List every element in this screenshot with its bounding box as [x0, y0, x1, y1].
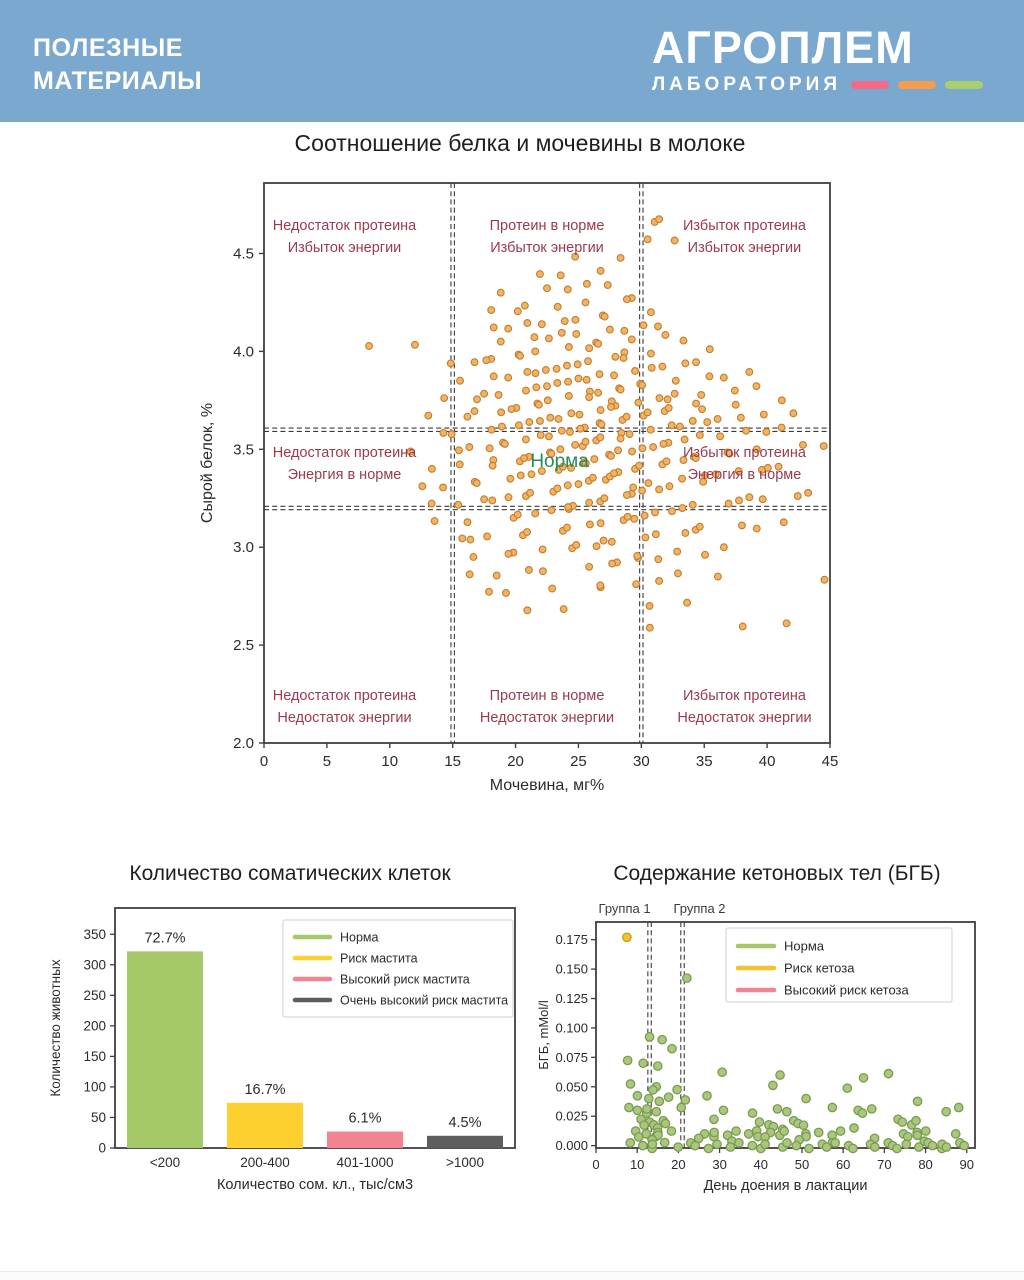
bar-percent-label: 16.7%	[244, 1081, 286, 1098]
svg-text:45: 45	[821, 753, 839, 770]
main-ylabel: Сырой белок, %	[199, 402, 216, 524]
svg-text:60: 60	[835, 1157, 851, 1172]
bars-ylabel: Количество животных	[48, 959, 63, 1097]
svg-text:Норма: Норма	[784, 938, 825, 954]
group-label: Группа 2	[673, 901, 726, 916]
svg-text:0: 0	[259, 753, 269, 770]
svg-text:Избыток энергии: Избыток энергии	[687, 239, 802, 256]
svg-text:200-400: 200-400	[240, 1155, 290, 1170]
svg-text:Недостаток протеина: Недостаток протеина	[272, 445, 417, 461]
svg-text:10: 10	[629, 1157, 645, 1172]
svg-text:100: 100	[83, 1079, 106, 1095]
tagline-line2: МАТЕРИАЛЫ	[33, 67, 203, 95]
svg-text:40: 40	[758, 753, 776, 770]
svg-text:90: 90	[959, 1157, 974, 1172]
logo-title: АГРОПЛЕМ	[651, 22, 914, 73]
svg-text:Недостаток протеина: Недостаток протеина	[272, 687, 417, 704]
svg-text:401-1000: 401-1000	[336, 1155, 394, 1170]
svg-text:80: 80	[918, 1157, 933, 1172]
svg-text:Недостаток протеина: Недостаток протеина	[272, 217, 417, 234]
svg-text:Норма: Норма	[340, 930, 379, 945]
svg-text:0: 0	[592, 1157, 600, 1172]
ketone-bodies-scatter-chart	[530, 895, 1024, 1225]
svg-text:Энергия в норме: Энергия в норме	[287, 467, 402, 483]
svg-text:20: 20	[507, 753, 524, 770]
svg-text:2.0: 2.0	[233, 735, 254, 752]
header-tagline	[33, 32, 202, 98]
svg-text:50: 50	[90, 1109, 106, 1125]
page-bottom-edge	[0, 1272, 1024, 1280]
svg-text:Избыток протеина: Избыток протеина	[683, 217, 806, 234]
svg-text:0.000: 0.000	[555, 1138, 588, 1154]
svg-text:Недостаток энергии: Недостаток энергии	[277, 709, 412, 726]
main-xlabel: Мочевина, мг%	[489, 777, 605, 794]
svg-text:Недостаток энергии: Недостаток энергии	[479, 709, 615, 726]
svg-text:Избыток энергии: Избыток энергии	[287, 239, 402, 256]
somatic-cells-bar-chart	[30, 895, 550, 1225]
svg-text:50: 50	[794, 1157, 810, 1172]
svg-text:0.100: 0.100	[555, 1020, 588, 1036]
svg-text:20: 20	[671, 1157, 686, 1172]
bar-percent-label: 6.1%	[348, 1110, 382, 1127]
svg-text:15: 15	[444, 753, 462, 770]
svg-text:0: 0	[98, 1140, 106, 1156]
svg-text:0.175: 0.175	[555, 932, 588, 948]
svg-text:35: 35	[695, 753, 713, 770]
bars-legend	[283, 920, 513, 1017]
svg-text:350: 350	[83, 926, 106, 942]
svg-text:Протеин в норме: Протеин в норме	[489, 217, 605, 234]
bars-xlabel: Количество сом. кл., тыс/см3	[216, 1177, 414, 1193]
svg-text:Энергия в норме: Энергия в норме	[687, 467, 802, 483]
svg-text:>1000: >1000	[446, 1155, 484, 1170]
svg-text:25: 25	[570, 753, 587, 770]
svg-text:Избыток протеина: Избыток протеина	[683, 445, 806, 461]
svg-text:3.0: 3.0	[233, 539, 254, 557]
bar-200-400	[227, 1103, 303, 1148]
svg-text:40: 40	[753, 1157, 769, 1172]
norm-zone-label: Норма	[530, 451, 589, 473]
bar-<200	[127, 951, 203, 1148]
svg-text:30: 30	[632, 753, 650, 770]
svg-text:4.0: 4.0	[233, 343, 254, 361]
svg-text:250: 250	[83, 987, 106, 1003]
svg-text:10: 10	[381, 753, 399, 770]
svg-text:30: 30	[712, 1157, 727, 1172]
svg-text:<200: <200	[149, 1155, 181, 1170]
tagline-line1: ПОЛЕЗНЫЕ	[33, 34, 183, 62]
svg-text:Недостаток энергии: Недостаток энергии	[677, 709, 812, 726]
svg-text:Риск кетоза: Риск кетоза	[784, 960, 855, 976]
bhb-legend	[726, 928, 952, 1002]
svg-text:Протеин в норме: Протеин в норме	[489, 687, 605, 704]
somatic-cells-chart-title: Количество соматических клеток	[129, 862, 451, 885]
svg-text:200: 200	[83, 1018, 106, 1034]
agroplem-logo	[652, 24, 983, 96]
svg-text:300: 300	[83, 957, 106, 973]
bar-percent-label: 72.7%	[144, 930, 186, 947]
svg-text:Высокий риск мастита: Высокий риск мастита	[340, 972, 470, 987]
svg-text:150: 150	[83, 1048, 106, 1064]
bhb-xlabel: День доения в лактации	[703, 1178, 868, 1194]
scatter-chart-title: Соотношение белка и мочевины в молоке	[294, 130, 746, 156]
svg-text:0.025: 0.025	[555, 1108, 588, 1124]
svg-text:4.5: 4.5	[233, 245, 254, 263]
bar-401-1000	[327, 1132, 403, 1148]
svg-text:Очень высокий риск мастита: Очень высокий риск мастита	[340, 993, 509, 1008]
svg-text:70: 70	[877, 1157, 892, 1172]
group-label: Группа 1	[598, 901, 651, 916]
svg-text:0.150: 0.150	[555, 961, 588, 977]
svg-text:5: 5	[322, 753, 332, 770]
svg-text:Высокий риск кетоза: Высокий риск кетоза	[784, 982, 909, 998]
svg-text:0.050: 0.050	[555, 1079, 588, 1095]
svg-text:2.5: 2.5	[233, 637, 254, 655]
ketone-chart-title: Содержание кетоновых тел (БГБ)	[613, 862, 941, 885]
svg-text:3.5: 3.5	[233, 441, 254, 459]
protein-urea-scatter-chart	[170, 168, 870, 808]
bar-percent-label: 4.5%	[448, 1114, 482, 1131]
logo-dashes-icon	[851, 81, 983, 89]
header-banner	[0, 0, 1024, 122]
svg-text:0.075: 0.075	[555, 1049, 588, 1065]
svg-text:0.125: 0.125	[555, 991, 588, 1007]
bhb-ylabel: БГБ, mMol/l	[536, 1000, 551, 1070]
svg-text:Избыток энергии: Избыток энергии	[490, 239, 604, 256]
svg-text:Избыток протеина: Избыток протеина	[683, 687, 806, 704]
bar->1000	[427, 1136, 503, 1148]
logo-subtitle: ЛАБОРАТОРИЯ	[651, 74, 841, 95]
svg-text:Риск мастита: Риск мастита	[340, 951, 418, 966]
